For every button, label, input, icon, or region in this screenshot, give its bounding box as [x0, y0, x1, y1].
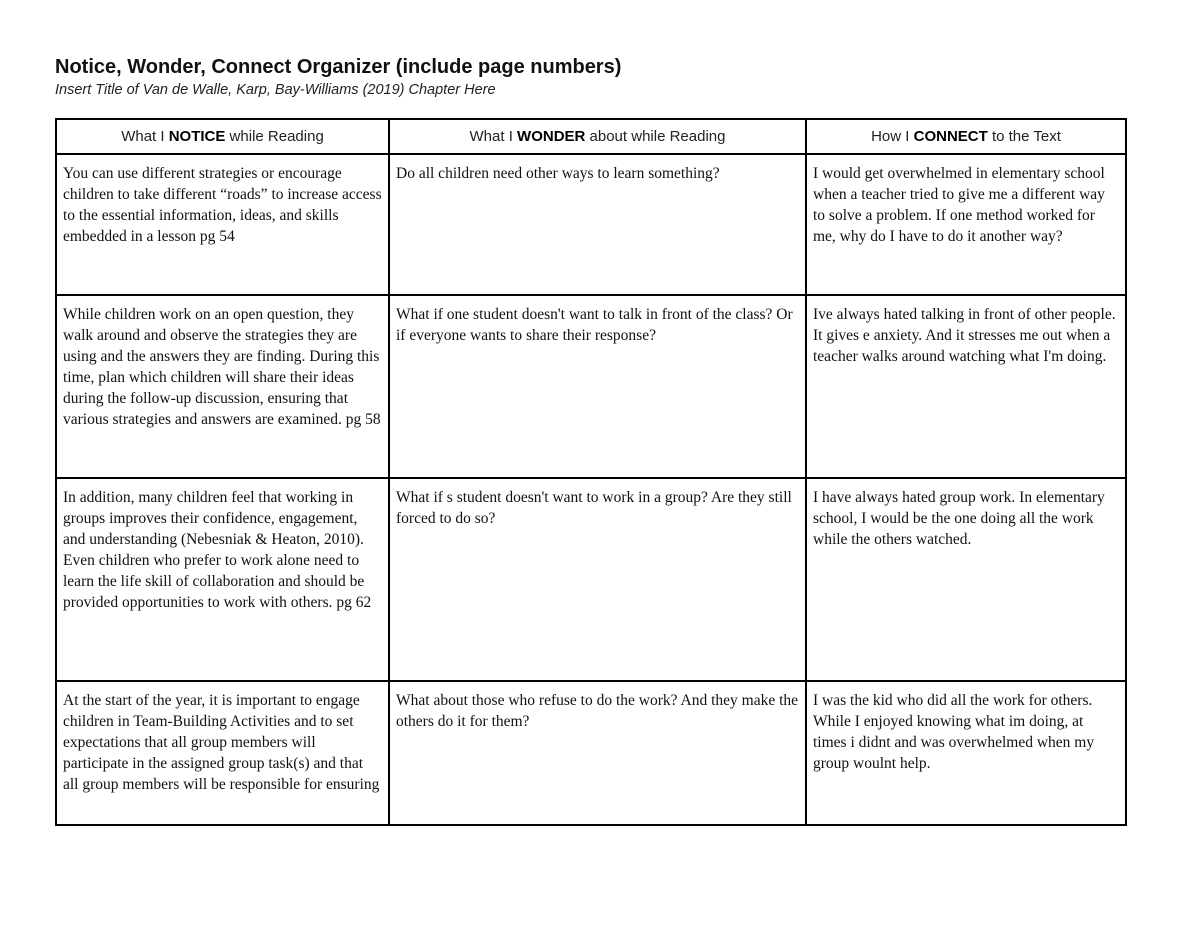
connect-cell: Ive always hated talking in front of other people. It gives e anxiety. And it stresses me out when a teacher walks around watching what I'm doing. — [806, 295, 1126, 478]
table-row — [56, 154, 1126, 295]
table-row — [56, 478, 1126, 681]
notice-cell: While children work on an open question, they walk around and observe the strategies they are using and the answers they are finding. During this time, plan which children will share their ideas during the follow-up discussion, ensuring that various strategies and answers are examined. pg 58 — [56, 295, 389, 478]
column-header-suffix: about while Reading — [585, 128, 726, 145]
page-title: Notice, Wonder, Connect Organizer (include page numbers) — [55, 56, 622, 78]
wonder-cell: What about those who refuse to do the work? And they make the others do it for them? — [389, 681, 806, 825]
wonder-cell: What if s student doesn't want to work in a group? Are they still forced to do so? — [389, 478, 806, 681]
notice-column-header — [56, 119, 389, 154]
column-header-prefix: What I — [121, 128, 169, 145]
table-row — [56, 681, 1126, 825]
connect-cell: I was the kid who did all the work for others. While I enjoyed knowing what im doing, at times i didnt and was overwhelmed when my group woulnt help. — [806, 681, 1126, 825]
column-header-keyword: NOTICE — [168, 128, 226, 145]
connect-cell: I have always hated group work. In elementary school, I would be the one doing all the work while the others watched. — [806, 478, 1126, 681]
table-row — [56, 295, 1126, 478]
notice-cell: In addition, many children feel that working in groups improves their confidence, engagement, and understanding (Nebesniak & Heaton, 2010). Even children who prefer to work alone need to learn the life skill of collaboration and should be provided opportunities to work with others. pg 62 — [56, 478, 389, 681]
notice-cell: At the start of the year, it is important to engage children in Team-Building Activities and to set expectations that all group members will participate in the assigned group task(s) and that all group members will be responsible for ensuring — [56, 681, 389, 825]
wonder-cell: What if one student doesn't want to talk in front of the class? Or if everyone wants to share their response? — [389, 295, 806, 478]
column-header-prefix: What I — [469, 128, 518, 145]
notice-cell: You can use different strategies or encourage children to take different “roads” to increase access to the essential information, ideas, and skills embedded in a lesson pg 54 — [56, 154, 389, 295]
connect-cell: I would get overwhelmed in elementary school when a teacher tried to give me a different way to solve a problem. If one method worked for me, why do I have to do it another way? — [806, 154, 1126, 295]
organizer-table — [55, 118, 1127, 826]
column-header-keyword: CONNECT — [913, 128, 988, 145]
page-subtitle: Insert Title of Van de Walle, Karp, Bay-Williams (2019) Chapter Here — [55, 82, 496, 98]
column-header-suffix: to the Text — [987, 128, 1061, 145]
wonder-column-header — [389, 119, 806, 154]
connect-column-header — [806, 119, 1126, 154]
column-header-suffix: while Reading — [225, 128, 324, 145]
column-header-prefix: How I — [871, 128, 914, 145]
wonder-cell: Do all children need other ways to learn something? — [389, 154, 806, 295]
column-header-keyword: WONDER — [517, 128, 586, 145]
table-header-row — [56, 119, 1126, 154]
